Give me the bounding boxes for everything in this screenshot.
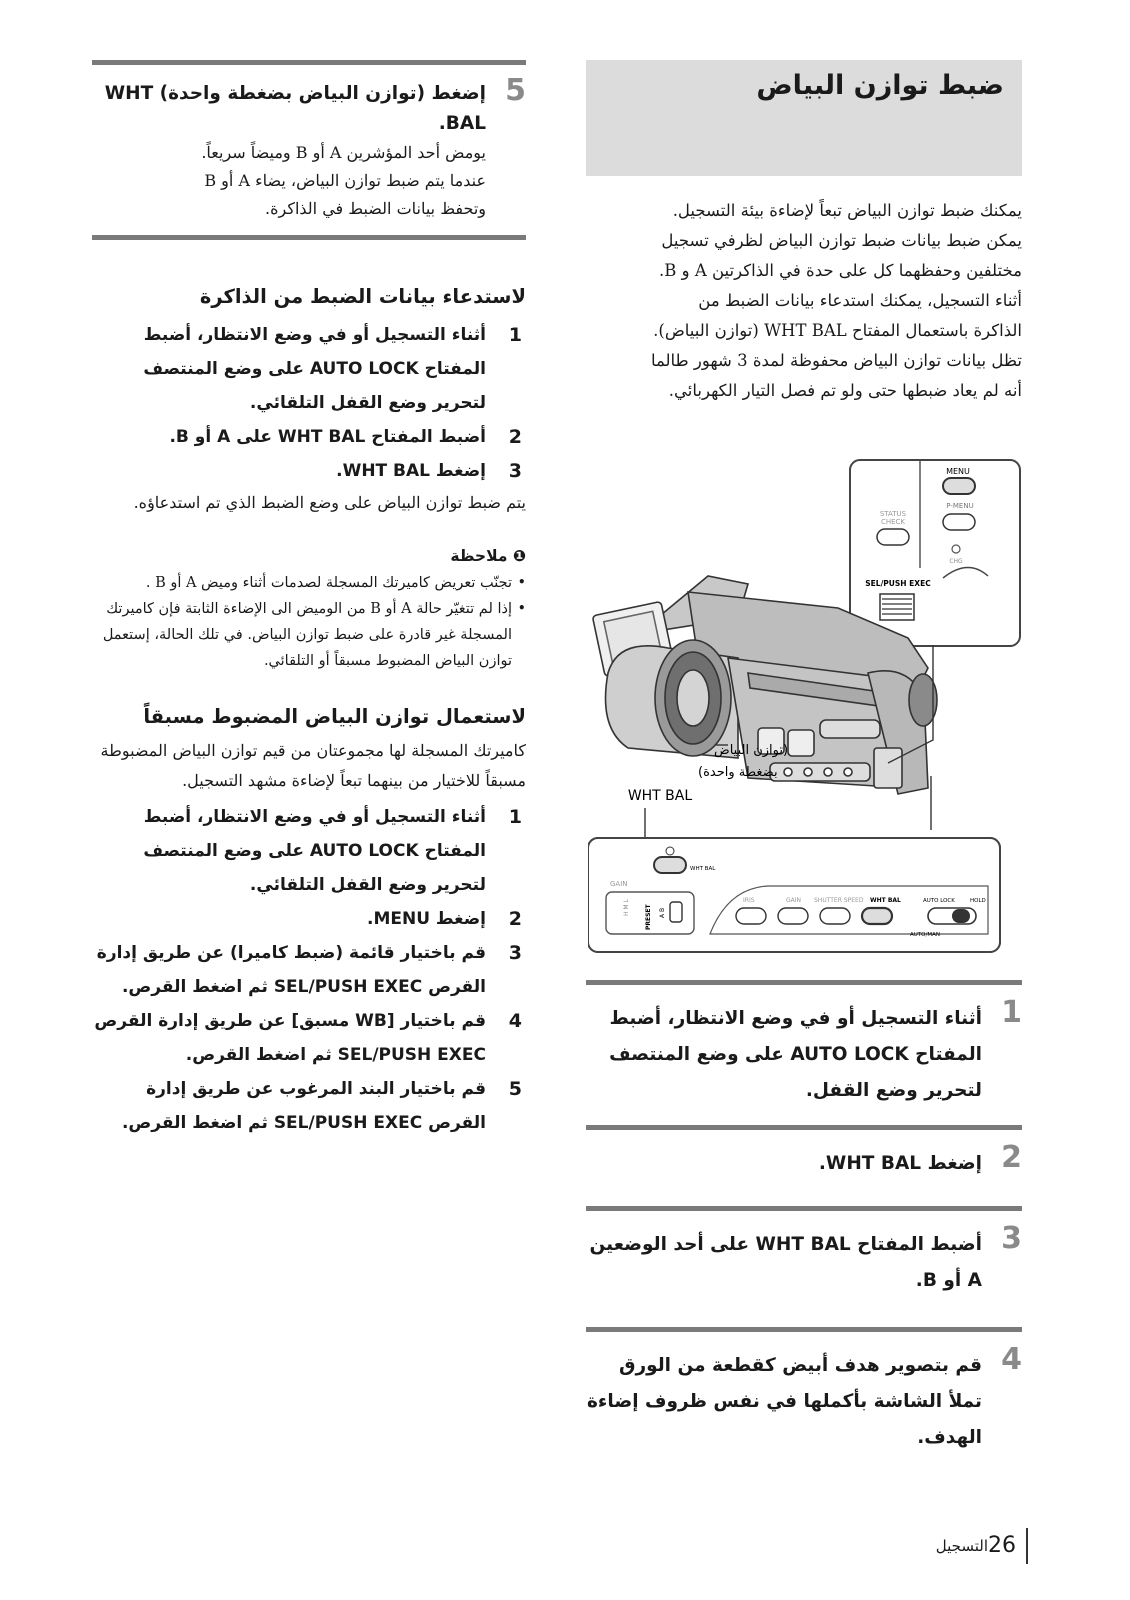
preset-step-1 [92,800,526,902]
ab-label: A B [659,907,666,918]
gain-button-illus [778,908,808,924]
step-number: 3 [1001,1221,1022,1256]
step-5-heading: إضغط (توازن البياض بضغطة واحدة) WHT BAL. [104,83,486,134]
step-number: 2 [508,908,522,930]
page-number: 26 [988,1528,1028,1564]
hml-label: H M L [623,899,630,916]
intro-line: يمكن ضبط بيانات ضبط توازن البياض لظرفي تسجيل [661,231,1022,250]
note-item: • تجنّب تعريض كاميرتك المسجلة لصدمات أثناء وميض A أو B . [92,570,526,596]
step-text: أضبط المفتاح WHT BAL على A أو B. [169,427,486,447]
step-number: 5 [505,73,526,108]
intro-line: يمكنك ضبط توازن البياض تبعاً لإضاءة بيئة التسجيل. [672,201,1022,220]
recall-title: لاستدعاء بيانات الضبط من الذاكرة [199,285,526,308]
left-column [92,60,526,1140]
step-number: 2 [508,426,522,448]
note-title [92,542,526,570]
recall-step-2 [92,420,526,454]
status-label-2: CHECK [880,518,906,526]
sel-push-exec-dial-illus [880,594,914,620]
menu-button-illus [943,478,975,494]
step-number: 1 [508,324,522,346]
step-number: 1 [508,806,522,828]
recall-section [92,282,526,518]
step-5-body [92,139,486,223]
gain-label: GAIN [610,880,628,888]
intro-paragraph [586,196,1022,406]
right-step-3 [586,1206,1022,1327]
step-number: 4 [508,1010,522,1032]
step-number: 3 [508,460,522,482]
step-text: قم بتصوير هدف أبيض كقطعة من الورق تملأ الشاشة بأكملها في نفس ظروف إضاءة الهدف. [587,1355,982,1448]
preset-title: لاستعمال توازن البياض المضبوط مسبقاً [143,705,526,728]
step-text: إضغط MENU. [366,909,486,929]
callout-label-2: بضغطة واحدة) [698,765,778,780]
recall-step-1 [92,318,526,420]
preset-step-4 [92,1004,526,1072]
step-number: 5 [508,1078,522,1100]
intro-line: مختلفين وحفظهما كل على حدة في الذاكرتين A و B. [658,261,1022,280]
wht-bal-switch-illus [862,908,892,924]
chg-label: CHG [949,558,963,565]
step-5-line: عندما يتم ضبط توازن البياض، يضاء A أو B [204,171,486,190]
step-text: أضبط المفتاح WHT BAL على أحد الوضعين A أو B. [589,1234,982,1291]
bottom-control-panel [588,838,1000,952]
iris-label: IRIS [743,897,755,904]
intro-line: الذاكرة باستعمال المفتاح WHT BAL (توازن البياض). [653,321,1022,340]
auto-lock-label: AUTO LOCK [923,898,955,904]
step-5-line: يومض أحد المؤشرين A أو B وميضاً سريعاً. [201,143,486,162]
right-steps [586,980,1022,1456]
status-label-1: STATUS [879,510,907,518]
status-check-button-illus [877,529,909,545]
wht-bal-small-label: WHT BAL [690,866,716,872]
step-text: قم باختيار قائمة (ضبط كاميرا) عن طريق إدارة القرص SEL/PUSH EXEC ثم اضغط القرص. [96,943,486,997]
note-item: • إذا لم تتغيّر حالة A أو B من الوميض الى الإضاءة الثابتة فإن كاميرتك المسجلة غير قادرة على ضبط توازن البياض. في تلك الحالة، إستعمل توازن البياض المضبوط مسبقاً أو التلقائي. [92,596,526,674]
step-number: 2 [1001,1140,1022,1175]
preset-step-2 [92,902,526,936]
step-text: إضغط WHT BAL. [818,1153,982,1174]
sel-push-exec-label: SEL/PUSH EXEC [865,579,931,588]
step-text: أثناء التسجيل أو في وضع الانتظار، أضبط المفتاح AUTO LOCK على وضع المنتصف لتحرير وضع القفل التلقائي. [143,807,486,895]
p-menu-button-illus [943,514,975,530]
right-column [586,60,1022,406]
recall-after-text: يتم ضبط توازن البياض على وضع الضبط الذي تم استدعاؤه. [133,493,526,512]
right-step-1 [586,980,1022,1125]
menu-label: MENU [946,467,970,476]
section-title: ضبط توازن البياض [756,70,1004,101]
note-section [92,542,526,674]
note-list [92,570,526,674]
step-number: 3 [508,942,522,964]
note-icon: ❶ [507,547,526,565]
shutter-label: SHUTTER SPEED [814,897,864,904]
preset-label: PRESET [645,904,652,930]
page-footer [924,1528,1028,1564]
step-text: قم باختيار البند المرغوب عن طريق إدارة القرص SEL/PUSH EXEC ثم اضغط القرص. [121,1079,486,1133]
p-menu-label: P-MENU [946,502,974,510]
callout-label-1: (توازن البياض [714,743,789,758]
step-5-box [92,60,526,240]
shutter-button-illus [820,908,850,924]
hold-label: HOLD [970,898,986,904]
wht-bal-switch-label: WHT BAL [870,897,901,904]
step-text: إضغط WHT BAL. [336,461,486,481]
top-control-panel [850,460,1020,646]
right-step-2 [586,1125,1022,1206]
wht-bal-push-button-illus [654,857,686,873]
recall-steps [92,318,526,488]
right-step-4 [586,1327,1022,1456]
preset-section [92,702,526,1140]
camcorder-illustration [588,458,1022,958]
intro-line: أثناء التسجيل، يمكنك استدعاء بيانات الضبط من [698,291,1022,310]
step-5-line: وتحفظ بيانات الضبط في الذاكرة. [265,199,486,218]
step-number: 1 [1001,995,1022,1030]
section-name: التسجيل [935,1537,988,1555]
section-title-box [586,60,1022,176]
callout-label-3: WHT BAL [627,788,693,804]
preset-step-3 [92,936,526,1004]
note-title-text: ملاحظة [450,547,508,565]
preset-steps [92,800,526,1140]
intro-line: تظل بيانات توازن البياض محفوظة لمدة 3 شهور طالما [650,351,1022,370]
intro-line: أنه لم يعاد ضبطها حتى ولو تم فصل التيار الكهربائي. [668,381,1022,400]
iris-button-illus [736,908,766,924]
recall-step-3 [92,454,526,488]
step-text: أثناء التسجيل أو في وضع الانتظار، أضبط المفتاح AUTO LOCK على وضع المنتصف لتحرير وضع القفل التلقائي. [143,325,486,413]
auto-man-label: AUTO/MAN [910,932,940,938]
gain2-label: GAIN [786,897,802,904]
preset-step-5 [92,1072,526,1140]
step-text: أثناء التسجيل أو في وضع الانتظار، أضبط المفتاح AUTO LOCK على وضع المنتصف لتحرير وضع القفل. [609,1008,982,1101]
step-text: قم باختيار [WB مسبق] عن طريق إدارة القرص SEL/PUSH EXEC ثم اضغط القرص. [94,1011,486,1065]
preset-intro: كاميرتك المسجلة لها مجموعتان من قيم توازن البياض المضبوطة مسبقاً للاختيار من بينهما تبعاً لإضاءة مشهد التسجيل. [100,741,526,790]
step-number: 4 [1001,1342,1022,1377]
